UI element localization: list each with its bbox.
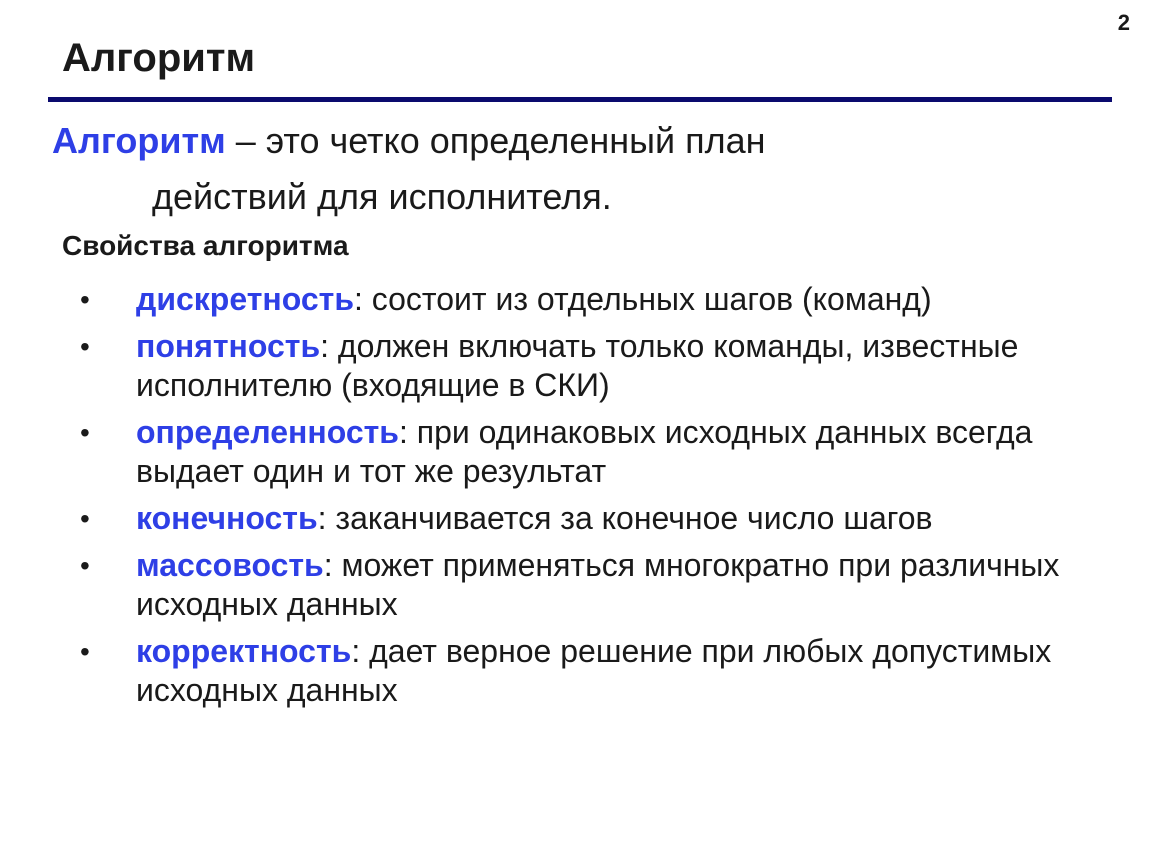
property-name: определенность [136,414,399,450]
property-name: дискретность [136,281,354,317]
property-item-determinism [0,413,1150,491]
title-divider [48,97,1112,102]
property-name: конечность [136,500,318,536]
definition-text-line1: – это четко определенный план [225,120,766,161]
properties-list [0,280,1150,718]
property-name: понятность [136,328,321,364]
bullet-icon: • [80,284,90,315]
property-description: : при одинаковых исходных данных всегда выдает один и тот же результат [136,414,1033,489]
property-description: : состоит из отдельных шагов (команд) [353,281,932,317]
property-name: корректность [136,633,352,669]
bullet-icon: • [80,331,90,362]
property-description: : дает верное решение при любых допустимых исходных данных [136,633,1052,708]
definition-text-line2: действий для исполнителя. [152,176,612,217]
property-description: : заканчивается за конечное число шагов [317,500,933,536]
slide-number: 2 [1117,10,1130,35]
property-item-finiteness [0,499,1150,538]
property-item-correctness [0,632,1150,710]
slide-title: Алгоритм [62,36,256,80]
properties-heading: Свойства алгоритма [62,230,349,261]
bullet-icon: • [80,550,90,581]
bullet-icon: • [80,636,90,667]
bullet-icon: • [80,417,90,448]
property-item-massness [0,546,1150,624]
property-name: массовость [136,547,324,583]
definition-term: Алгоритм [52,120,226,161]
property-description: : может применяться многократно при различных исходных данных [136,547,1060,622]
property-item-discreteness [0,280,1150,319]
property-description: : должен включать только команды, известные исполнителю (входящие в СКИ) [136,328,1019,403]
bullet-icon: • [80,503,90,534]
property-item-understandability [0,327,1150,405]
definition-paragraph [52,113,1112,225]
